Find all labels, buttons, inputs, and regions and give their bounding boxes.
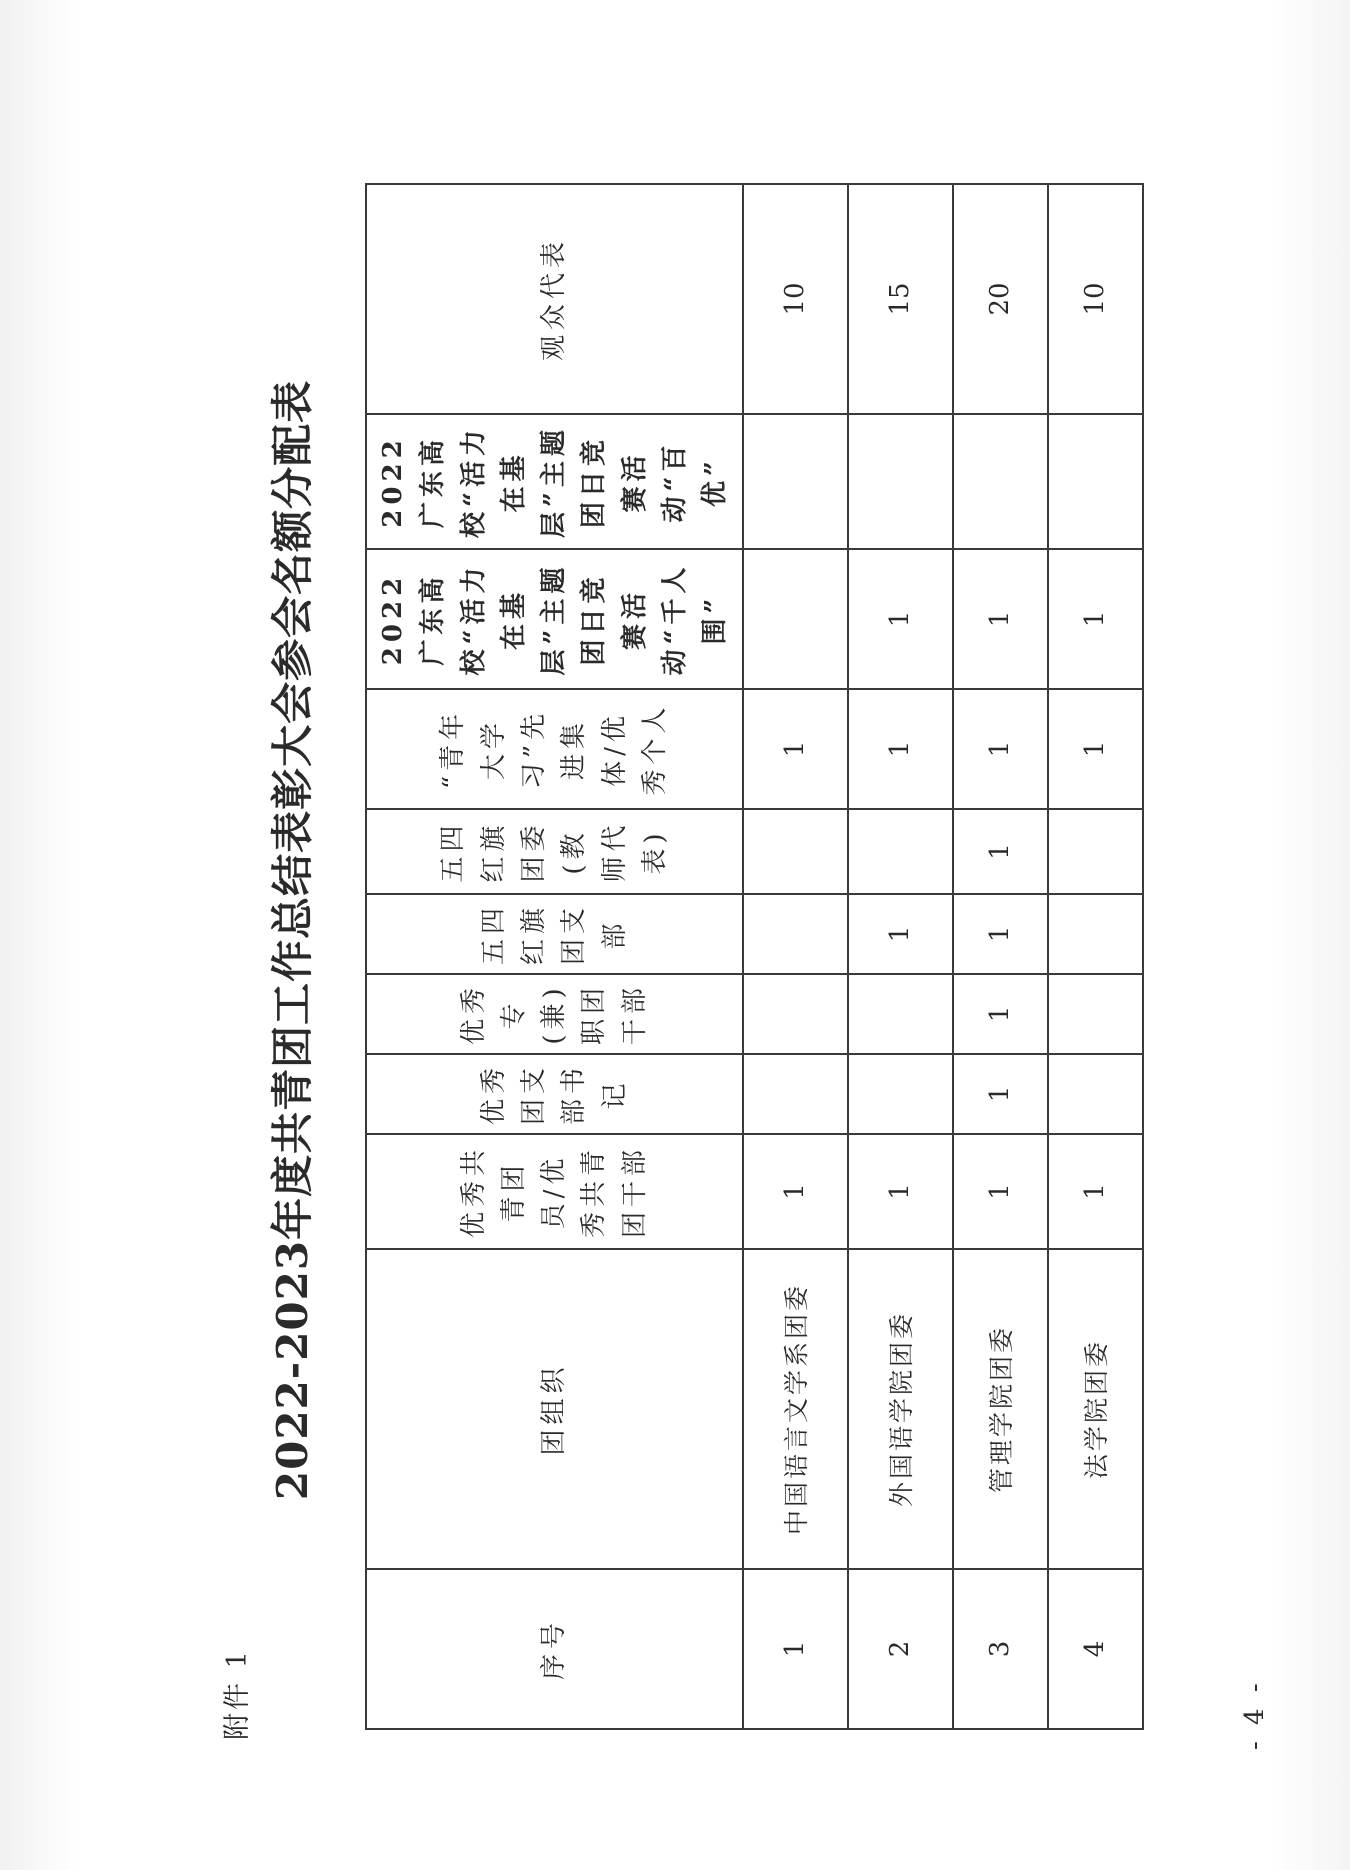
cell-org: 中国语言文学系团委 <box>743 1249 848 1569</box>
table-row <box>743 184 848 1729</box>
table-row <box>953 184 1048 1729</box>
header-audience: 观众代表 <box>366 184 743 414</box>
cell-c2: 1 <box>953 1054 1048 1134</box>
cell-c4 <box>743 894 848 974</box>
cell-c5 <box>848 809 953 894</box>
cell-c8 <box>848 414 953 549</box>
table-row <box>848 184 953 1729</box>
cell-c9: 10 <box>1048 184 1143 414</box>
header-hundred: 2022广东高校“活力在基层”主题团日竞赛活动“百优” <box>366 414 743 549</box>
quota-table <box>365 183 1144 1730</box>
cell-c7: 1 <box>848 549 953 689</box>
cell-c7: 1 <box>1048 549 1143 689</box>
cell-c8 <box>1048 414 1143 549</box>
cell-c6: 1 <box>743 689 848 809</box>
cell-c3 <box>1048 974 1143 1054</box>
cell-c9: 10 <box>743 184 848 414</box>
cell-c1: 1 <box>1048 1134 1143 1249</box>
header-thousand: 2022广东高校“活力在基层”主题团日竞赛活动“千人围” <box>366 549 743 689</box>
cell-seq: 3 <box>953 1569 1048 1729</box>
cell-c1: 1 <box>743 1134 848 1249</box>
cell-c8 <box>953 414 1048 549</box>
cell-c4 <box>1048 894 1143 974</box>
cell-c6: 1 <box>848 689 953 809</box>
header-seq: 序号 <box>366 1569 743 1729</box>
cell-c3 <box>848 974 953 1054</box>
cell-c7 <box>743 549 848 689</box>
cell-c3 <box>743 974 848 1054</box>
cell-c3: 1 <box>953 974 1048 1054</box>
cell-c8 <box>743 414 848 549</box>
cell-seq: 4 <box>1048 1569 1143 1729</box>
table-header-row <box>366 184 743 1729</box>
cell-seq: 2 <box>848 1569 953 1729</box>
cell-c6: 1 <box>1048 689 1143 809</box>
cell-c5 <box>1048 809 1143 894</box>
cell-c7: 1 <box>953 549 1048 689</box>
cell-c4: 1 <box>953 894 1048 974</box>
header-branch-secretary: 优秀团支部书记 <box>366 1054 743 1134</box>
cell-c4: 1 <box>848 894 953 974</box>
header-red-flag-branch: 五四红旗团支部 <box>366 894 743 974</box>
cell-c2 <box>848 1054 953 1134</box>
cell-c2 <box>1048 1054 1143 1134</box>
header-org: 团组织 <box>366 1249 743 1569</box>
cell-org: 外国语学院团委 <box>848 1249 953 1569</box>
cell-c5 <box>743 809 848 894</box>
header-red-flag-committee: 五四红旗团委(教师代表) <box>366 809 743 894</box>
attachment-label: 附件 1 <box>222 1648 253 1740</box>
cell-c2 <box>743 1054 848 1134</box>
cell-c9: 15 <box>848 184 953 414</box>
page-number: - 4 - <box>1240 1679 1270 1750</box>
cell-c1: 1 <box>953 1134 1048 1249</box>
cell-org: 管理学院团委 <box>953 1249 1048 1569</box>
header-cadre: 优秀专(兼)职团干部 <box>366 974 743 1054</box>
cell-c1: 1 <box>848 1134 953 1249</box>
cell-c9: 20 <box>953 184 1048 414</box>
table-row <box>1048 184 1143 1729</box>
header-excellent-member: 优秀共青团员/优秀共青团干部 <box>366 1134 743 1249</box>
page-title: 2022-2023年度共青团工作总结表彰大会参会名额分配表 <box>268 379 317 1501</box>
header-youth-study: “青年大学习”先进集体/优秀个人 <box>366 689 743 809</box>
cell-seq: 1 <box>743 1569 848 1729</box>
cell-org: 法学院团委 <box>1048 1249 1143 1569</box>
cell-c6: 1 <box>953 689 1048 809</box>
cell-c5: 1 <box>953 809 1048 894</box>
